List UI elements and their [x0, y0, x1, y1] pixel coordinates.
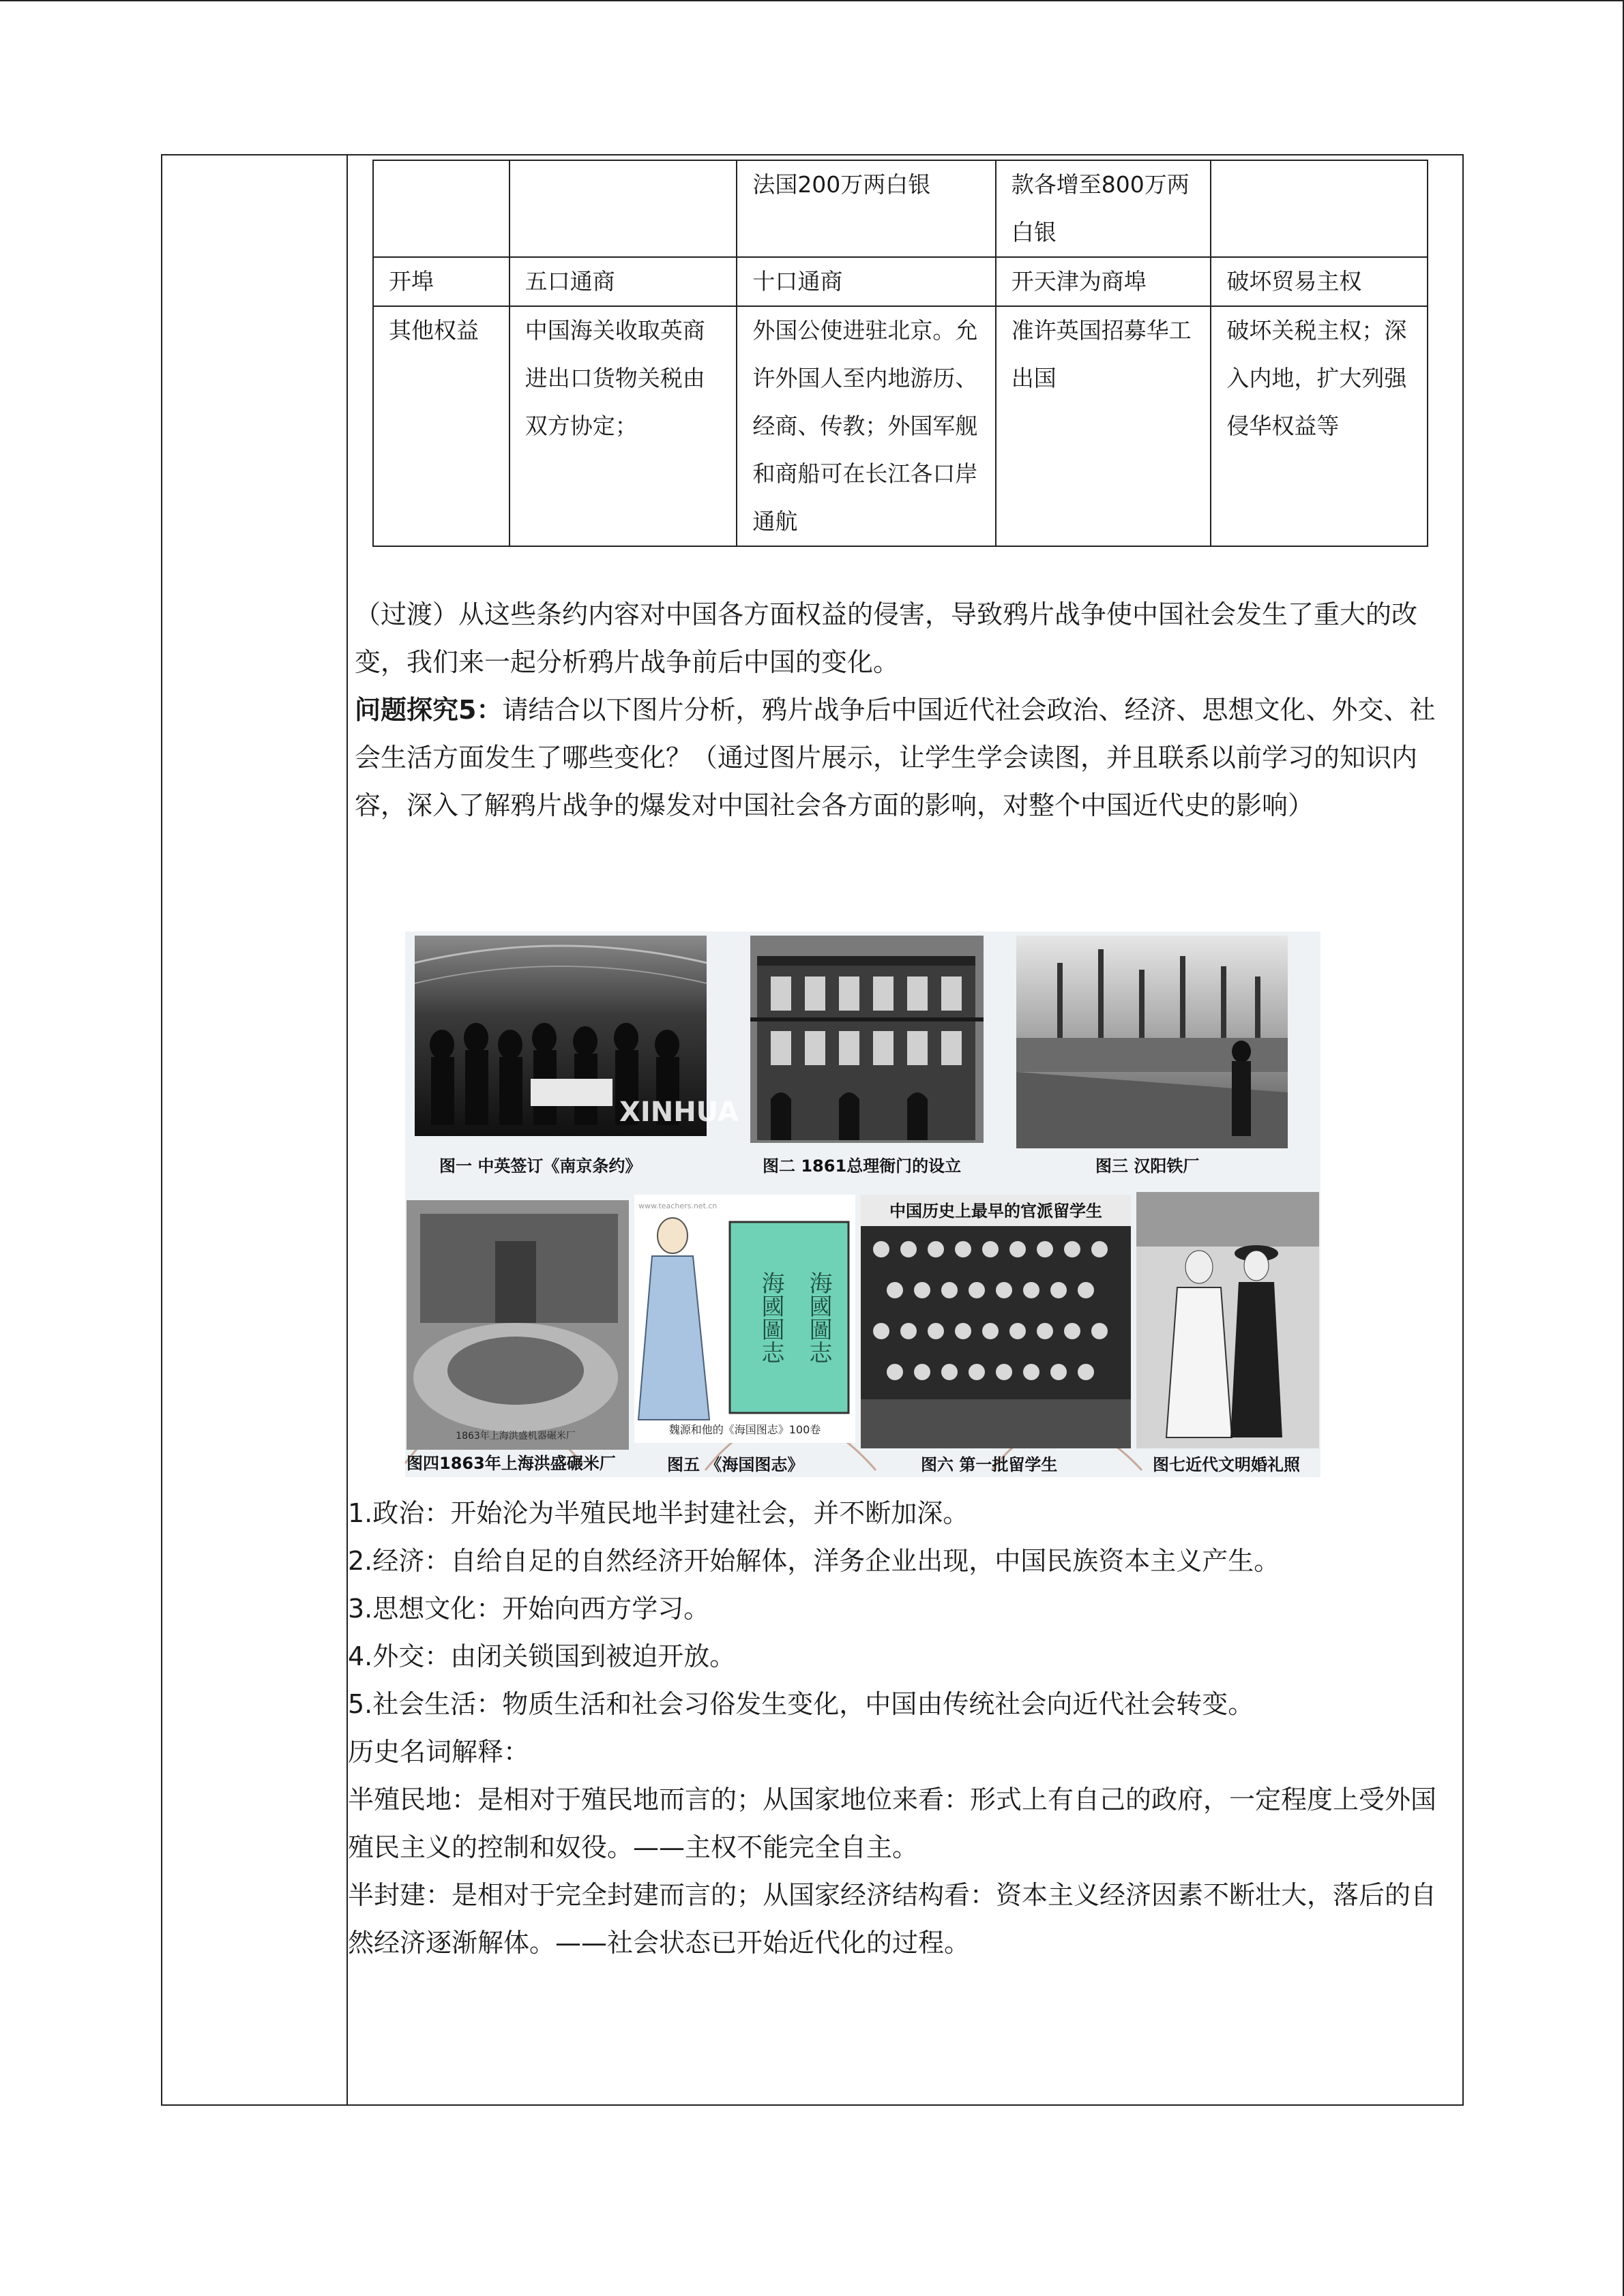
table-cell: 开天津为商埠 — [996, 257, 1211, 306]
term-semi-feudal: 半封建：是相对于完全封建而言的；从国家经济结构看：资本主义经济因素不断壮大，落后的自然经济逐渐解体。——社会状态已开始近代化的过程。 — [348, 1880, 1437, 1958]
hongsheng-rice-mill-photo — [407, 1200, 629, 1450]
xinhua-watermark: XINHUA — [619, 1097, 739, 1128]
table-cell: 中国海关收取英商进出口货物关税由双方协定； — [510, 306, 737, 546]
signing-nanjing-treaty-photo — [415, 936, 739, 1136]
change-item: 5.社会生活：物质生活和社会习俗发生变化，中国由传统社会向近代社会转变。 — [348, 1689, 1254, 1719]
change-item: 3.思想文化：开始向西方学习。 — [348, 1594, 710, 1624]
table-cell — [510, 160, 737, 257]
haiguo-tuzhi-image — [634, 1195, 855, 1443]
table-cell: 十口通商 — [737, 257, 995, 306]
fig6-banner: 中国历史上最早的官派留学生 — [889, 1202, 1102, 1221]
table-row — [373, 257, 1428, 306]
table-row — [373, 306, 1428, 546]
wedding-photo — [1136, 1192, 1319, 1448]
fig7-caption: 图七近代文明婚礼照 — [1153, 1455, 1300, 1474]
table-cell: 外国公使进驻北京。允许外国人至内地游历、经商、传教；外国军舰和商船可在长江各口岸通航 — [737, 306, 995, 546]
table-cell: 准许英国招募华工出国 — [996, 306, 1211, 546]
table-cell: 其他权益 — [373, 306, 510, 546]
change-item: 1.政治：开始沦为半殖民地半封建社会，并不断加深。 — [348, 1498, 969, 1528]
table-cell: 五口通商 — [510, 257, 737, 306]
zongli-yamen-photo — [750, 936, 984, 1143]
fig4-caption: 图四1863年上海洪盛碾米厂 — [407, 1454, 616, 1473]
fig6-caption: 图六 第一批留学生 — [921, 1455, 1058, 1474]
fig5-caption: 图五 《海国图志》 — [667, 1455, 804, 1474]
analysis-text — [348, 1489, 1446, 1967]
discussion-text — [355, 591, 1446, 829]
hanyang-ironworks-photo — [1016, 936, 1288, 1148]
table-row — [373, 160, 1428, 257]
table-cell: 破坏贸易主权 — [1211, 257, 1428, 306]
figure-collage — [405, 931, 1320, 1477]
question-label: 问题探究5： — [355, 695, 503, 725]
change-item: 2.经济：自给自足的自然经济开始解体，洋务企业出现，中国民族资本主义产生。 — [348, 1546, 1280, 1576]
transition-paragraph: （过渡）从这些条约内容对中国各方面权益的侵害，导致鸦片战争使中国社会发生了重大的改变，我们来一起分析鸦片战争前后中国的变化。 — [355, 599, 1418, 677]
first-overseas-students-photo — [861, 1195, 1131, 1448]
fig1-caption: 图一 中英签订《南京条约》 — [439, 1157, 642, 1176]
table-cell: 法国200万两白银 — [737, 160, 995, 257]
fig5-url: www.teachers.net.cn — [638, 1202, 718, 1210]
fig3-caption: 图三 汉阳铁厂 — [1095, 1157, 1200, 1176]
terms-heading: 历史名词解释： — [348, 1737, 530, 1767]
question-paragraph — [355, 686, 1446, 829]
book-title-right: 海國圖志 — [805, 1271, 832, 1364]
question-text: 请结合以下图片分析，鸦片战争后中国近代社会政治、经济、思想文化、外交、社会生活方面发生了哪些变化？（通过图片展示，让学生学会读图，并且联系以前学习的知识内容，深入了解鸦片战争的爆发对中国社会各方面的影响，对整个中国近代史的影响） — [355, 695, 1436, 820]
table-cell — [373, 160, 510, 257]
fig5-inner-caption: 魏源和他的《海国图志》100卷 — [668, 1423, 821, 1436]
change-item: 4.外交：由闭关锁国到被迫开放。 — [348, 1641, 736, 1671]
table-cell — [1211, 160, 1428, 257]
fig2-caption: 图二 1861总理衙门的设立 — [763, 1157, 962, 1176]
table-cell: 破坏关税主权；深入内地，扩大列强侵华权益等 — [1211, 306, 1428, 546]
book-title-left: 海國圖志 — [757, 1271, 784, 1364]
treaty-comparison-table — [372, 160, 1428, 547]
left-column — [162, 155, 348, 2104]
fig4-inner-caption: 1863年上海洪盛机器碾米厂 — [456, 1431, 576, 1442]
table-cell: 开埠 — [373, 257, 510, 306]
table-cell: 款各增至800万两白银 — [996, 160, 1211, 257]
term-semi-colonial: 半殖民地：是相对于殖民地而言的；从国家地位来看：形式上有自己的政府，一定程度上受外国殖民主义的控制和奴役。——主权不能完全自主。 — [348, 1785, 1437, 1862]
